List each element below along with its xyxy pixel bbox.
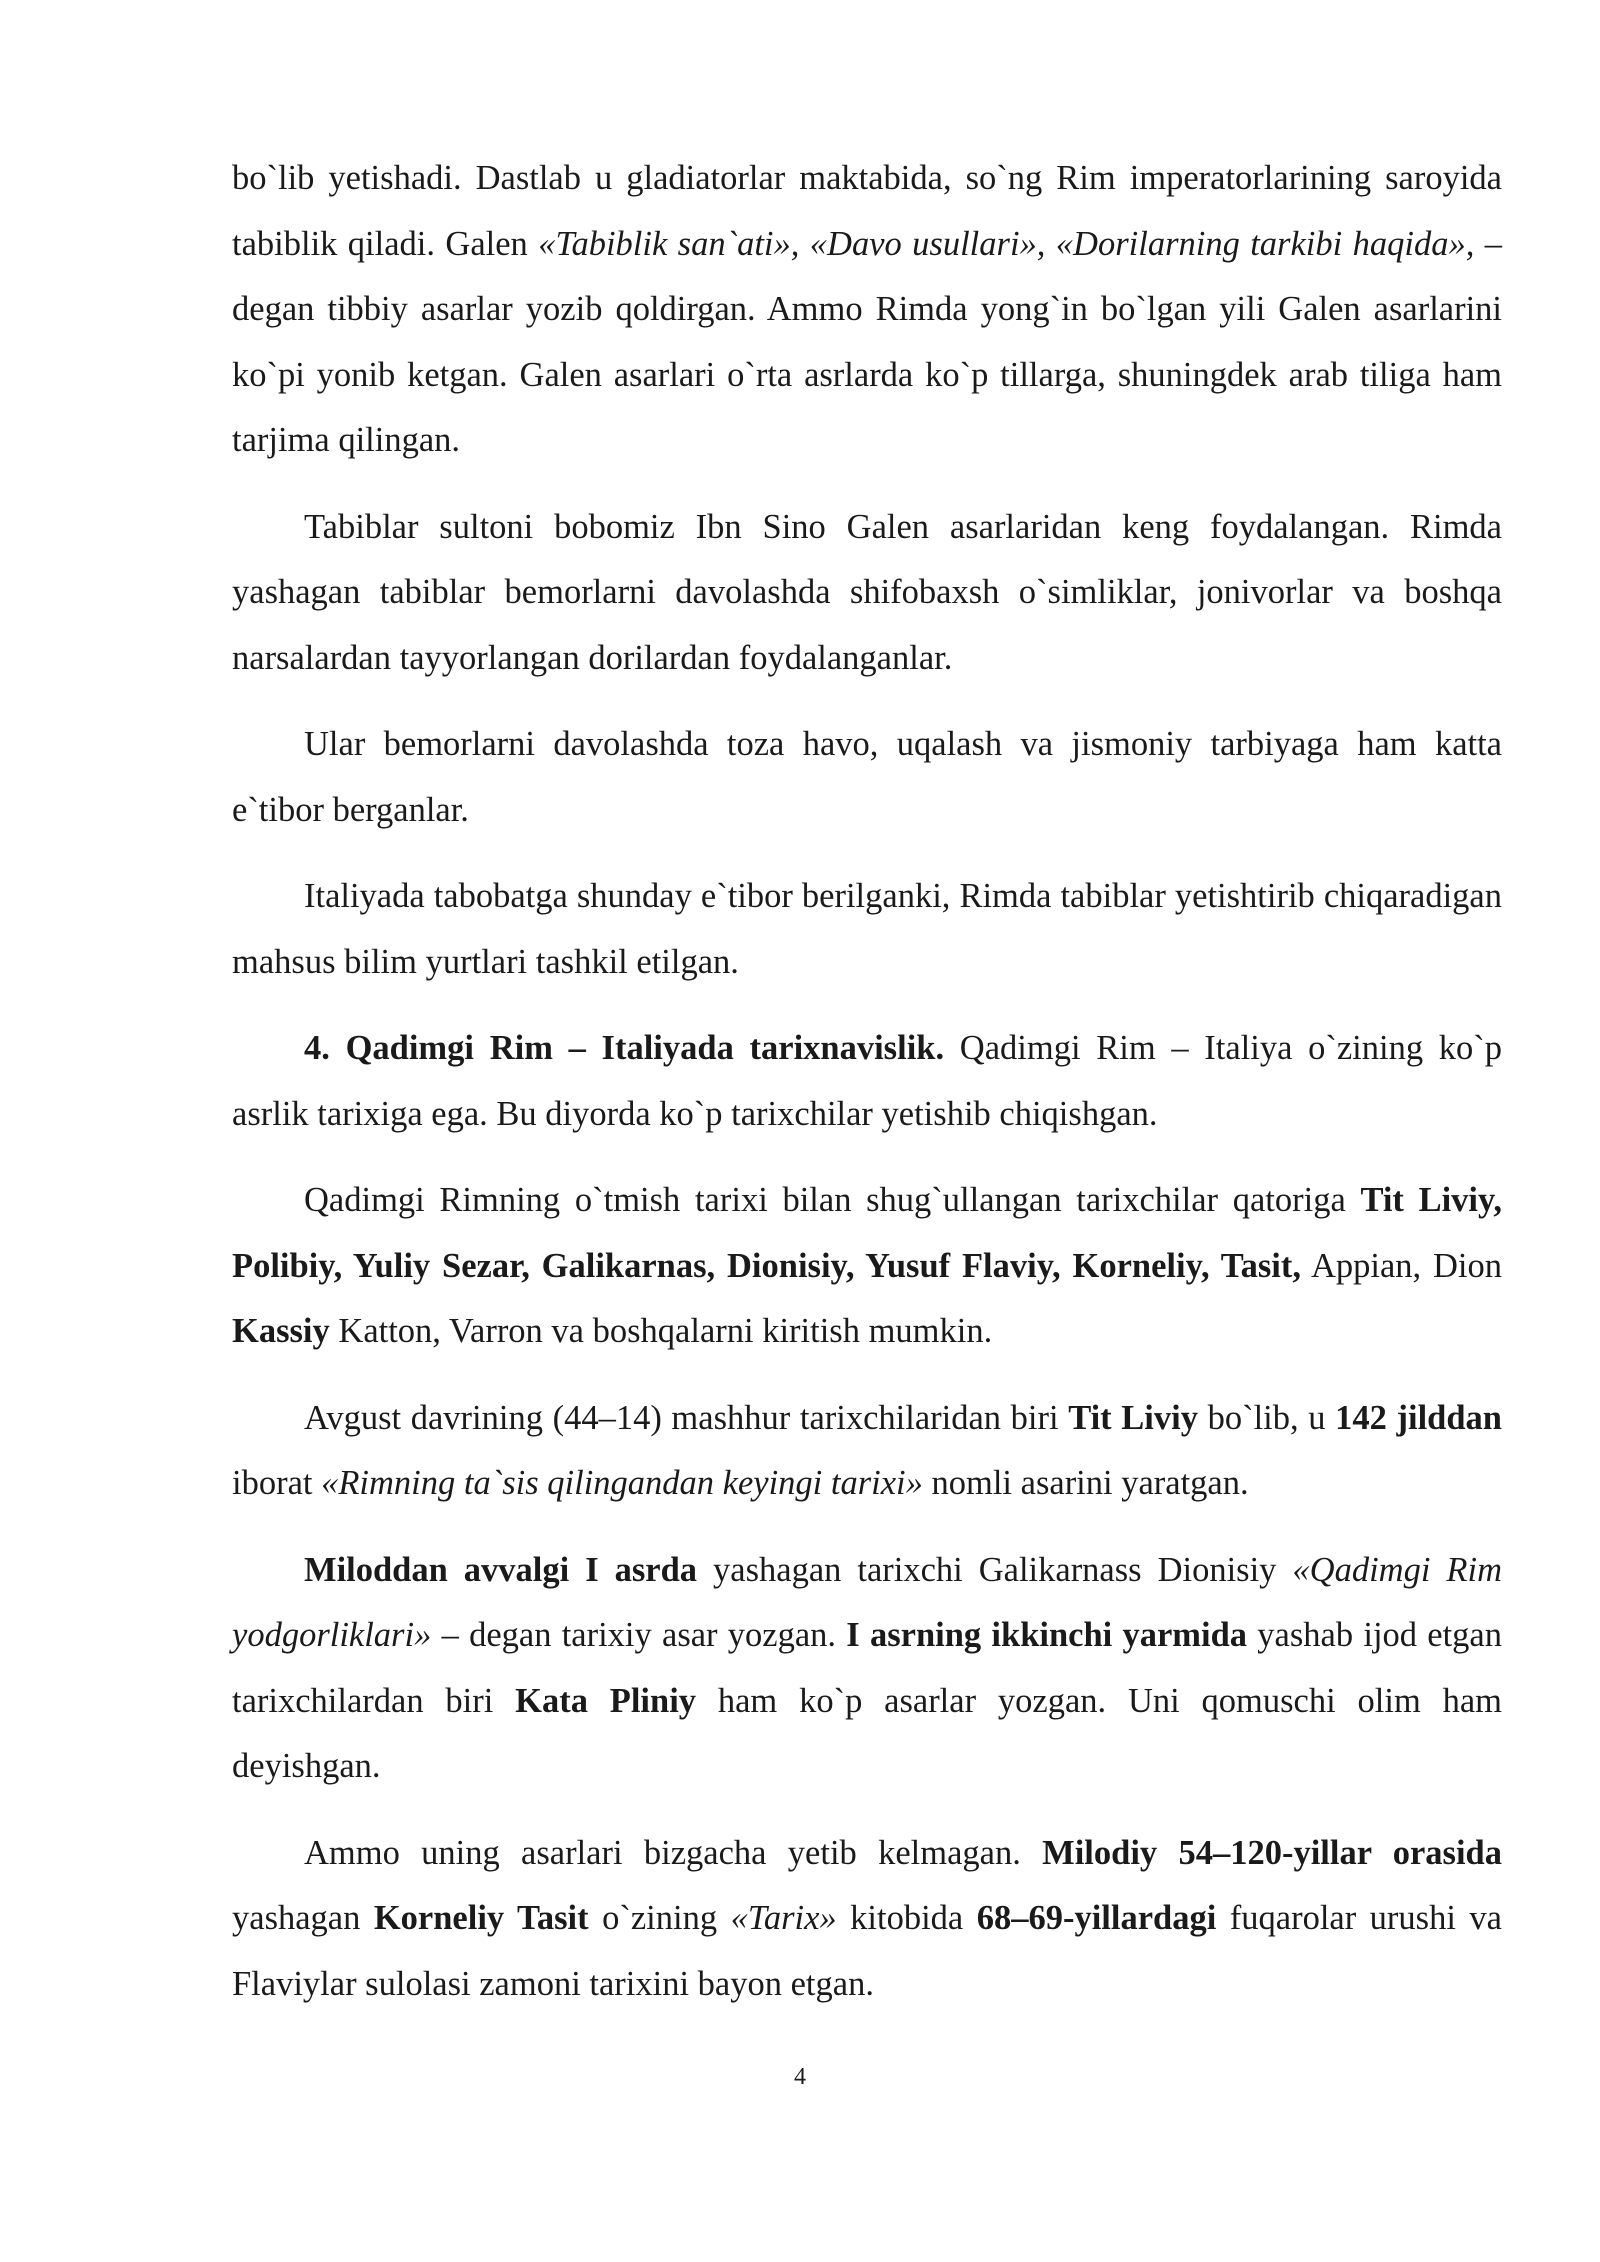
text-run: kitobida [836, 1899, 977, 1937]
text-run: nomli asarini yaratgan. [922, 1464, 1249, 1502]
text-run: ham ko`p asarlar yozgan. Uni qomuschi olim ham deyishgan. [232, 1681, 1502, 1785]
text-run: fuqarolar urushi va Flaviylar sulolasi zamoni tarixini bayon etgan. [232, 1899, 1502, 2003]
text-run: Kassiy [232, 1312, 330, 1350]
text-run: «Tarix» [730, 1899, 837, 1937]
text-run: o`zining [588, 1899, 731, 1937]
text-run: yashagan [232, 1899, 374, 1937]
text-run: Tit Liviy, Polibiy, Yuliy Sezar, Galikarnas, Dionisiy, Yusuf Flaviy, Korneliy, Tasit, [232, 1181, 1502, 1285]
text-run: «Qadimgi Rim yodgorliklari» [232, 1550, 1502, 1654]
text-run: Tabiblar sultoni bobomiz Ibn Sino Galen asarlaridan keng foydalangan. Rimda yashagan tabiblar bemorlarni davolashda shifobaxsh o`simliklar, jonivorlar va boshqa narsalardan tayyorlangan dorilardan foydalanganlar. [232, 507, 1502, 677]
section-heading-paragraph [232, 1016, 1502, 1147]
text-run: bo`lib, u [1197, 1398, 1336, 1437]
paragraph [232, 1538, 1502, 1800]
paragraph [232, 495, 1502, 692]
text-run: yashab ijod etgan tarixchilardan biri [232, 1616, 1502, 1720]
text-run: iborat [232, 1464, 322, 1502]
text-run: Tit Liviy [1068, 1398, 1198, 1437]
text-run: Italiyada tabobatga shunday e`tibor berilganki, Rimda tabiblar yetishtirib chiqaradigan mahsus bilim yurtlari tashkil etilgan. [232, 877, 1502, 981]
text-run: Miloddan avvalgi I asrda [304, 1550, 698, 1589]
text-run: 68–69-yillardagi [976, 1899, 1217, 1937]
paragraph [232, 712, 1502, 843]
page-number: 4 [794, 2064, 806, 2090]
paragraph [232, 864, 1502, 995]
text-run: Qadimgi Rimning o`tmish tarixi bilan shug`ullangan tarixchilar qatoriga [304, 1181, 1361, 1219]
text-run: – degan tibbiy asarlar yozib qoldirgan. Ammo Rimda yong`in bo`lgan yili Galen asarlarini ko`pi yonib ketgan. Galen asarlari o`rta asrlarda ko`p tillarga, shuningdek arab tiliga ham tarjima qilingan. [232, 224, 1502, 459]
text-run: Qadimgi Rim – Italiya o`zining ko`p asrlik tarixiga ega. Bu diyorda ko`p tarixchilar yetishib chiqishgan. [232, 1029, 1503, 1133]
document-body [232, 146, 1502, 2038]
text-run: – degan tarixiy asar yozgan. [431, 1616, 847, 1654]
text-run: Katton, Varron va boshqalarni kiritish mumkin. [329, 1312, 993, 1350]
paragraph [232, 146, 1502, 474]
text-run: Milodiy 54–120-yillar orasida [1042, 1833, 1502, 1872]
section-heading: 4. Qadimgi Rim – Italiyada tarixnavislik. [304, 1029, 945, 1067]
paragraph [232, 1386, 1502, 1517]
paragraph [232, 1821, 1502, 2018]
text-run: Korneliy Tasit [373, 1899, 589, 1937]
text-run: 142 jilddan [1335, 1398, 1502, 1437]
text-run: bo`lib yetishadi. Dastlab u gladiatorlar maktabida, so`ng Rim imperatorlarining saroyida tabiblik qiladi. Galen [232, 159, 1502, 263]
text-run: Ammo uning asarlari bizgacha yetib kelmagan. [304, 1833, 1043, 1872]
paragraph [232, 1168, 1502, 1365]
text-run: Kata Pliniy [515, 1681, 697, 1720]
text-run: «Rimning ta`sis qilingandan keyingi tarixi» [321, 1464, 923, 1502]
text-run: Avgust davrining (44–14) mashhur tarixchilaridan biri [304, 1398, 1069, 1437]
text-run: Appian, Dion [1301, 1246, 1502, 1285]
text-run: yashagan tarixchi Galikarnass Dionisiy [697, 1550, 1293, 1589]
text-run: Ular bemorlarni davolashda toza havo, uqalash va jismoniy tarbiyaga ham katta e`tibor berganlar. [232, 725, 1502, 829]
text-run: I asrning ikkinchi yarmida [846, 1616, 1248, 1654]
text-run: «Tabiblik san`ati», «Davo usullari», «Dorilarning tarkibi haqida», [538, 224, 1475, 263]
